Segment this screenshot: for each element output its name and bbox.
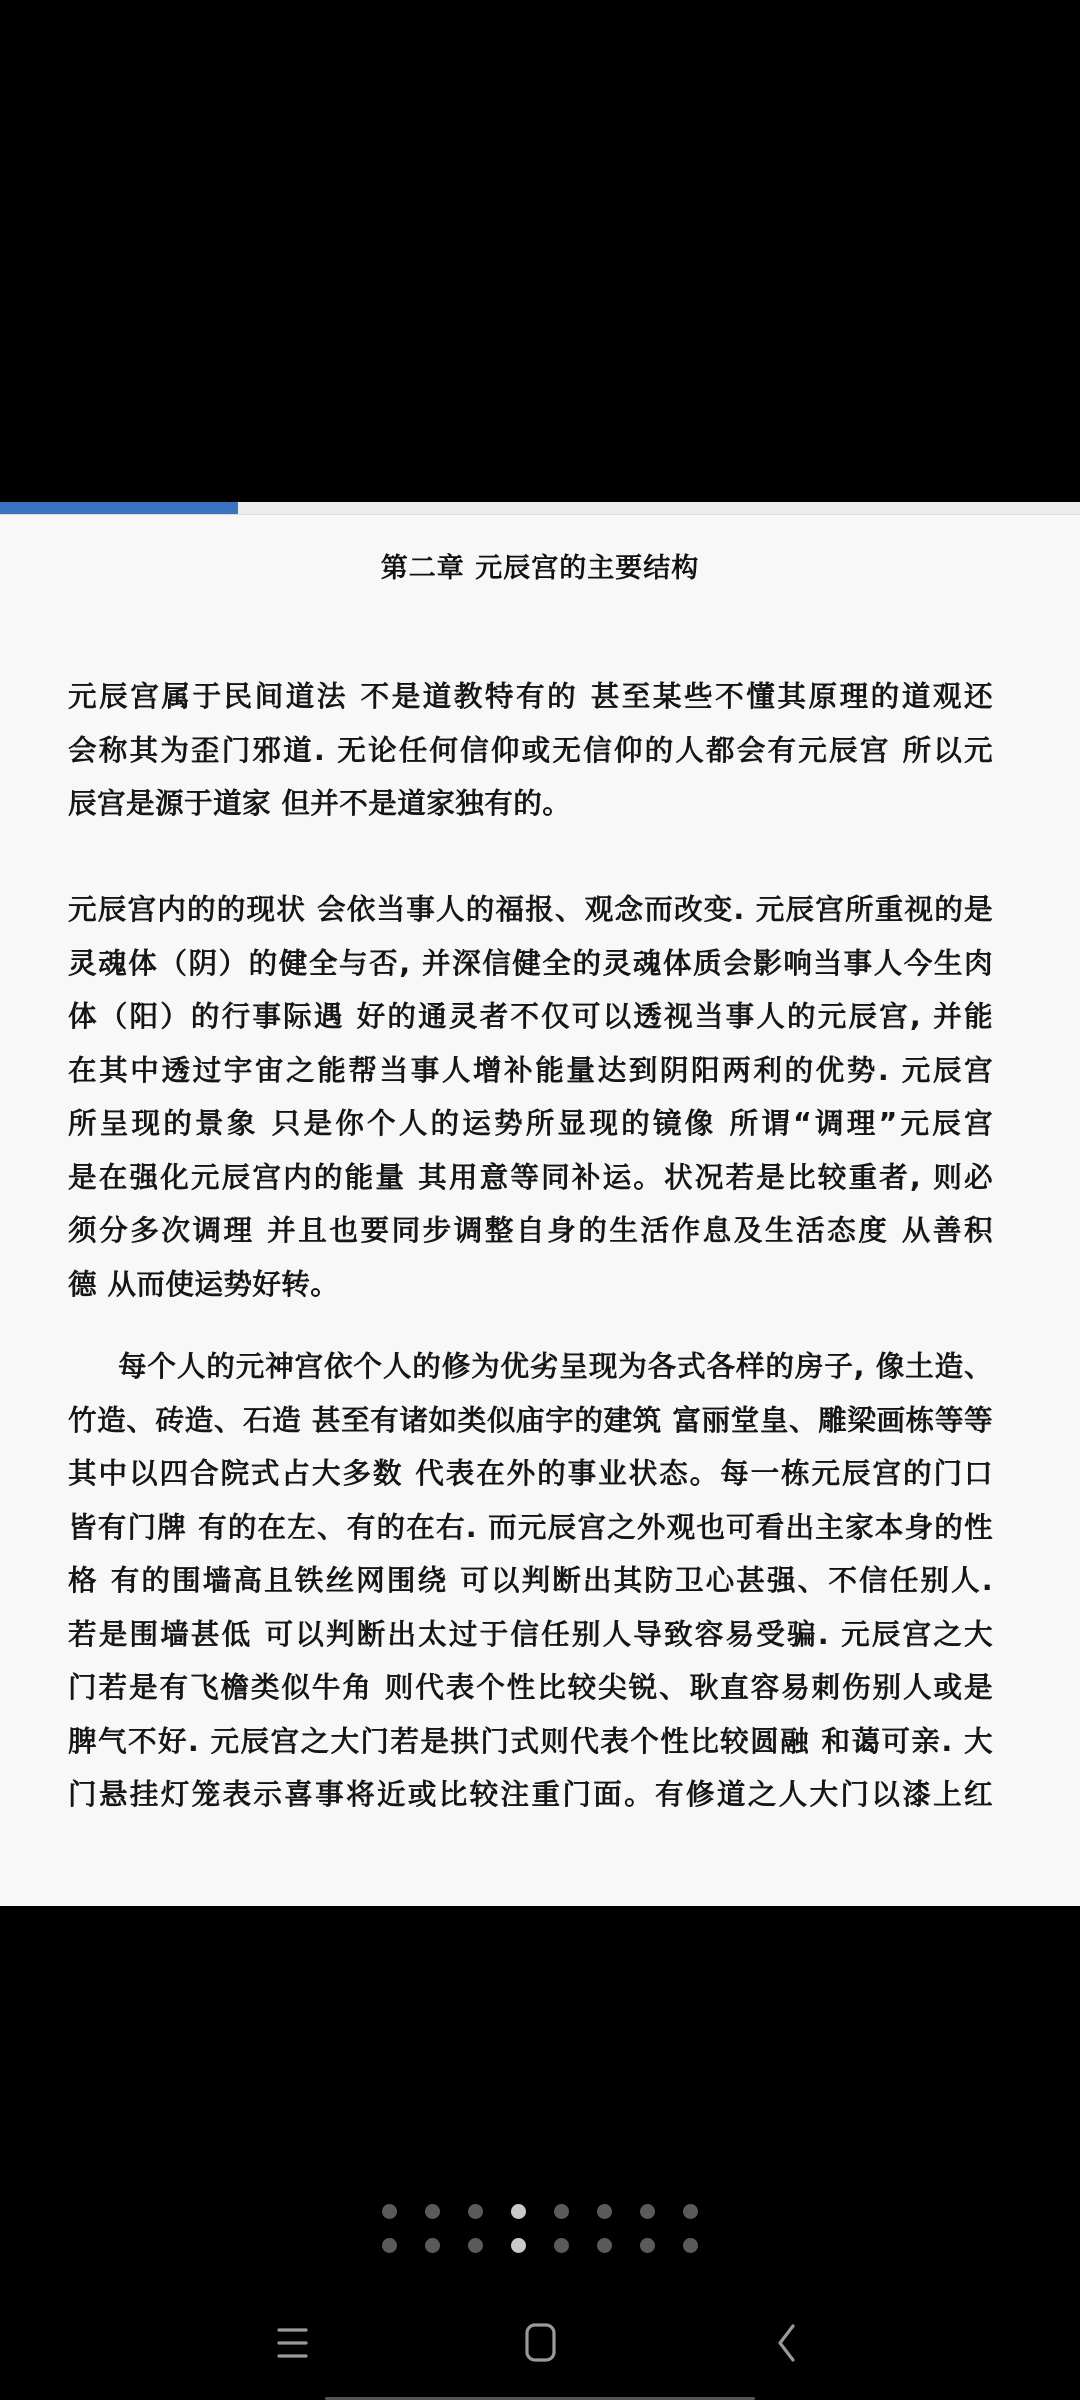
page-dot[interactable] — [468, 2204, 483, 2219]
back-icon — [757, 2318, 817, 2368]
page-dot[interactable] — [468, 2238, 483, 2253]
recent-apps-button[interactable] — [262, 2318, 322, 2368]
page-dot[interactable] — [683, 2204, 698, 2219]
text-line: 脾气不好. 元辰宫之大门若是拱门式则代表个性比较圆融 和蔼可亲. 大 — [68, 1723, 993, 1758]
page-dot[interactable] — [683, 2238, 698, 2253]
paragraph-2 — [68, 883, 993, 1311]
text-line: 元辰宫属于民间道法 不是道教特有的 甚至某些不懂其原理的道观还 — [68, 679, 993, 713]
text-line: 元辰宫内的的现状 会依当事人的福报、观念而改变. 元辰宫所重视的是 — [68, 892, 993, 926]
page-dot[interactable] — [597, 2204, 612, 2219]
page-dot[interactable] — [640, 2204, 655, 2219]
text-line: 体（阳）的行事际遇 好的通灵者不仅可以透视当事人的元辰宫, 并能 — [68, 999, 993, 1033]
page-dot-active[interactable] — [511, 2204, 526, 2219]
page-dot[interactable] — [554, 2204, 569, 2219]
page-dot[interactable] — [554, 2238, 569, 2253]
load-progress-fill — [0, 502, 238, 514]
text-line: 若是围墙甚低 可以判断出太过于信任别人导致容易受骗. 元辰宫之大 — [68, 1616, 993, 1651]
page-indicator — [0, 2204, 1080, 2219]
page-indicator-secondary — [0, 2238, 1080, 2253]
text-line: 灵魂体（阴）的健全与否, 并深信健全的灵魂体质会影响当事人今生肉 — [68, 945, 993, 980]
text-line: 在其中透过宇宙之能帮当事人增补能量达到阴阳两利的优势. 元辰宫 — [68, 1052, 993, 1087]
text-line: 会称其为歪门邪道. 无论任何信仰或无信仰的人都会有元辰宫 所以元 — [68, 732, 993, 767]
text-line: 辰宫是源于道家 但并不是道家独有的。 — [68, 786, 572, 820]
text-line: 皆有门牌 有的在左、有的在右. 而元辰宫之外观也可看出主家本身的性 — [68, 1509, 993, 1544]
home-icon — [510, 2318, 570, 2368]
page-dot-active[interactable] — [511, 2238, 526, 2253]
page-dot[interactable] — [382, 2238, 397, 2253]
recent-apps-icon — [262, 2318, 322, 2368]
page-dot[interactable] — [425, 2238, 440, 2253]
text-line: 门悬挂灯笼表示喜事将近或比较注重门面。有修道之人大门以漆上红 — [68, 1777, 993, 1811]
back-button[interactable] — [757, 2318, 817, 2368]
text-line: 须分多次调理 并且也要同步调整自身的生活作息及生活态度 从善积 — [68, 1213, 993, 1247]
paragraph-3 — [68, 1340, 993, 1822]
paragraph-1 — [68, 670, 993, 831]
page-dot[interactable] — [597, 2238, 612, 2253]
text-line: 每个人的元神宫依个人的修为优劣呈现为各式各样的房子, 像土造、 — [118, 1349, 993, 1383]
text-line: 竹造、砖造、石造 甚至有诸如类似庙宇的建筑 富丽堂皇、雕梁画栋等等 — [68, 1402, 993, 1437]
system-navigation-bar — [0, 2300, 1080, 2380]
image-viewer[interactable] — [0, 502, 1080, 1906]
home-button[interactable] — [510, 2318, 570, 2368]
chapter-title: 第二章 元辰宫的主要结构 — [380, 553, 700, 584]
text-line: 其中以四合院式占大多数 代表在外的事业状态。每一栋元辰宫的门口 — [68, 1456, 993, 1490]
page-dot[interactable] — [425, 2204, 440, 2219]
text-line: 德 从而使运势好转。 — [68, 1266, 340, 1301]
text-line: 所呈现的景象 只是你个人的运势所显现的镜像 所谓“调理”元辰宫 — [68, 1106, 993, 1140]
load-progress-track — [0, 502, 1080, 515]
text-line: 门若是有飞檐类似牛角 则代表个性比较尖锐、耿直容易刺伤别人或是 — [68, 1670, 993, 1704]
page-dot[interactable] — [640, 2238, 655, 2253]
text-line: 是在强化元辰宫内的能量 其用意等同补运。状况若是比较重者, 则必 — [68, 1159, 993, 1194]
text-line: 格 有的围墙高且铁丝网围绕 可以判断出其防卫心甚强、不信任别人. — [68, 1563, 993, 1597]
page-dot[interactable] — [382, 2204, 397, 2219]
